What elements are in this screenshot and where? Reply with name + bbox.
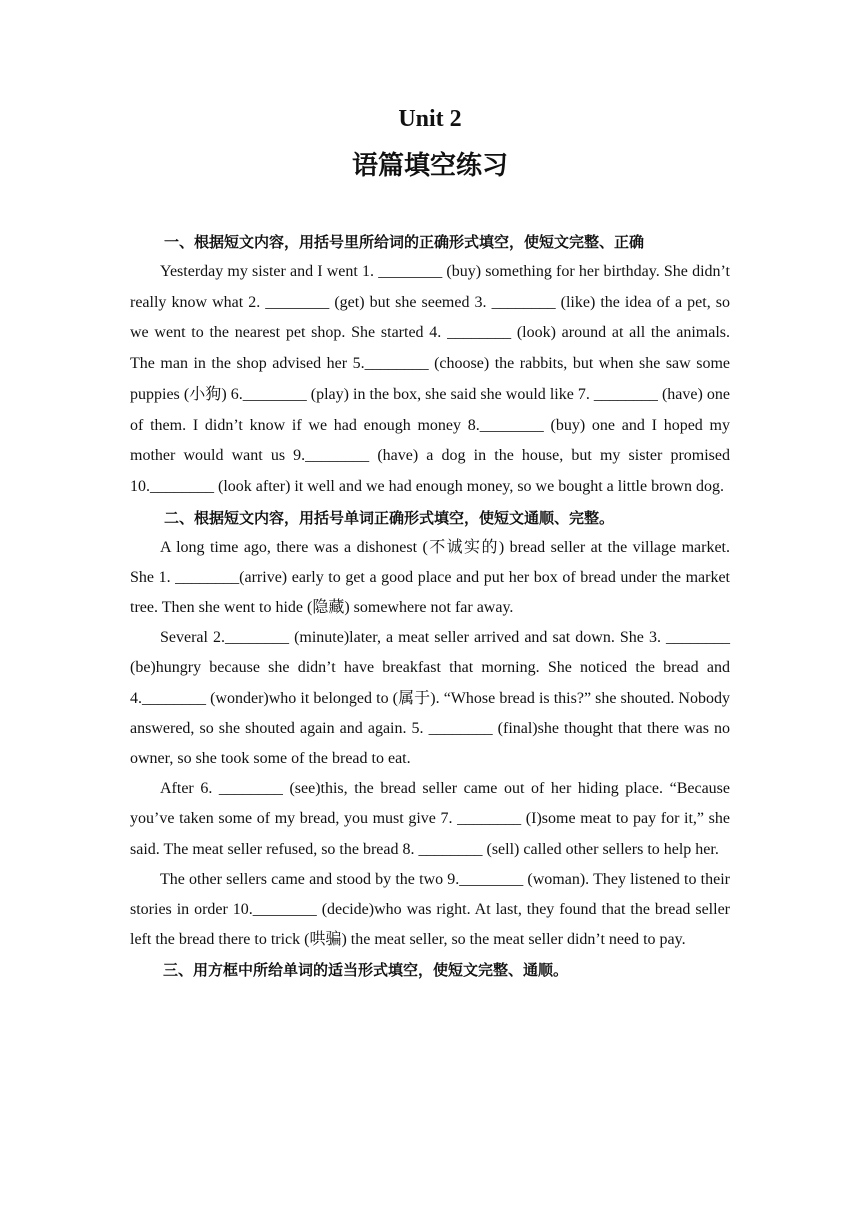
section-2-heading: 二、根据短文内容，用括号单词正确形式填空，使短文通顺、完整。 bbox=[164, 508, 615, 527]
section-3-heading: 三、用方框中所给单词的适当形式填空，使短文完整、通顺。 bbox=[163, 961, 569, 980]
section-1 bbox=[130, 227, 730, 503]
section-1-heading: 一、根据短文内容，用括号里所给词的正确形式填空，使短文完整、正确 bbox=[164, 233, 645, 251]
page-title: Unit 2 bbox=[398, 106, 462, 132]
section-3 bbox=[130, 955, 730, 985]
section-1-paragraph-1: Yesterday my sister and I went 1. ________ (buy) something for her birthday. She didn’t really know what 2. ________ (get) but she seemed 3. ________ (like) the idea of a pet, so we went to the nearest pet shop. She started 4. ________ (look) around at all the animals. The man in the shop advised her 5.________ (choose) the rabbits, but when she saw some puppies (小狗) 6.________ (play) in the box, she said she would like 7. ________ (have) one of them. I didn’t know if we had enough money 8.________ (buy) one and I hoped my mother would want us 9.________ (have) a dog in the house, but my sister promised 10.________ (look after) it well and we had enough money, so we bought a little brown dog. bbox=[130, 263, 730, 495]
section-2-paragraph-4: The other sellers came and stood by the two 9.________ (woman). They listened to their stories in order 10.________ (decide)who was right. At last, they found that the bread seller left the bread there to trick (哄骗) the meat seller, so the meat seller didn’t need to pay. bbox=[130, 870, 730, 949]
page-subtitle: 语篇填空练习 bbox=[351, 151, 508, 181]
section-2-paragraph-2: Several 2.________ (minute)later, a meat seller arrived and sat down. She 3. ________ (be)hungry because she didn’t have breakfast that morning. She noticed the bread and 4.________ (wonder)who it belonged to (属于). “Whose bread is this?” she shouted. Nobody answered, so she shouted again and again. 5. ________ (final)she thought that there was no owner, so she took some of the bread to eat. bbox=[130, 629, 730, 768]
section-2 bbox=[130, 503, 730, 956]
exercise-content bbox=[130, 227, 730, 985]
section-2-paragraph-3: After 6. ________ (see)this, the bread seller came out of her hiding place. “Because you’ve taken some of my bread, you must give 7. ________ (I)some meat to pay for it,” she said. The meat seller refused, so the bread 8. ________ (sell) called other sellers to help her. bbox=[130, 780, 730, 858]
section-2-paragraph-1: A long time ago, there was a dishonest (不诚实的) bread seller at the village market. She 1. ________(arrive) early to get a good place and put her box of bread under the market tree. Then she went to hide (隐藏) somewhere not far away. bbox=[130, 538, 730, 617]
